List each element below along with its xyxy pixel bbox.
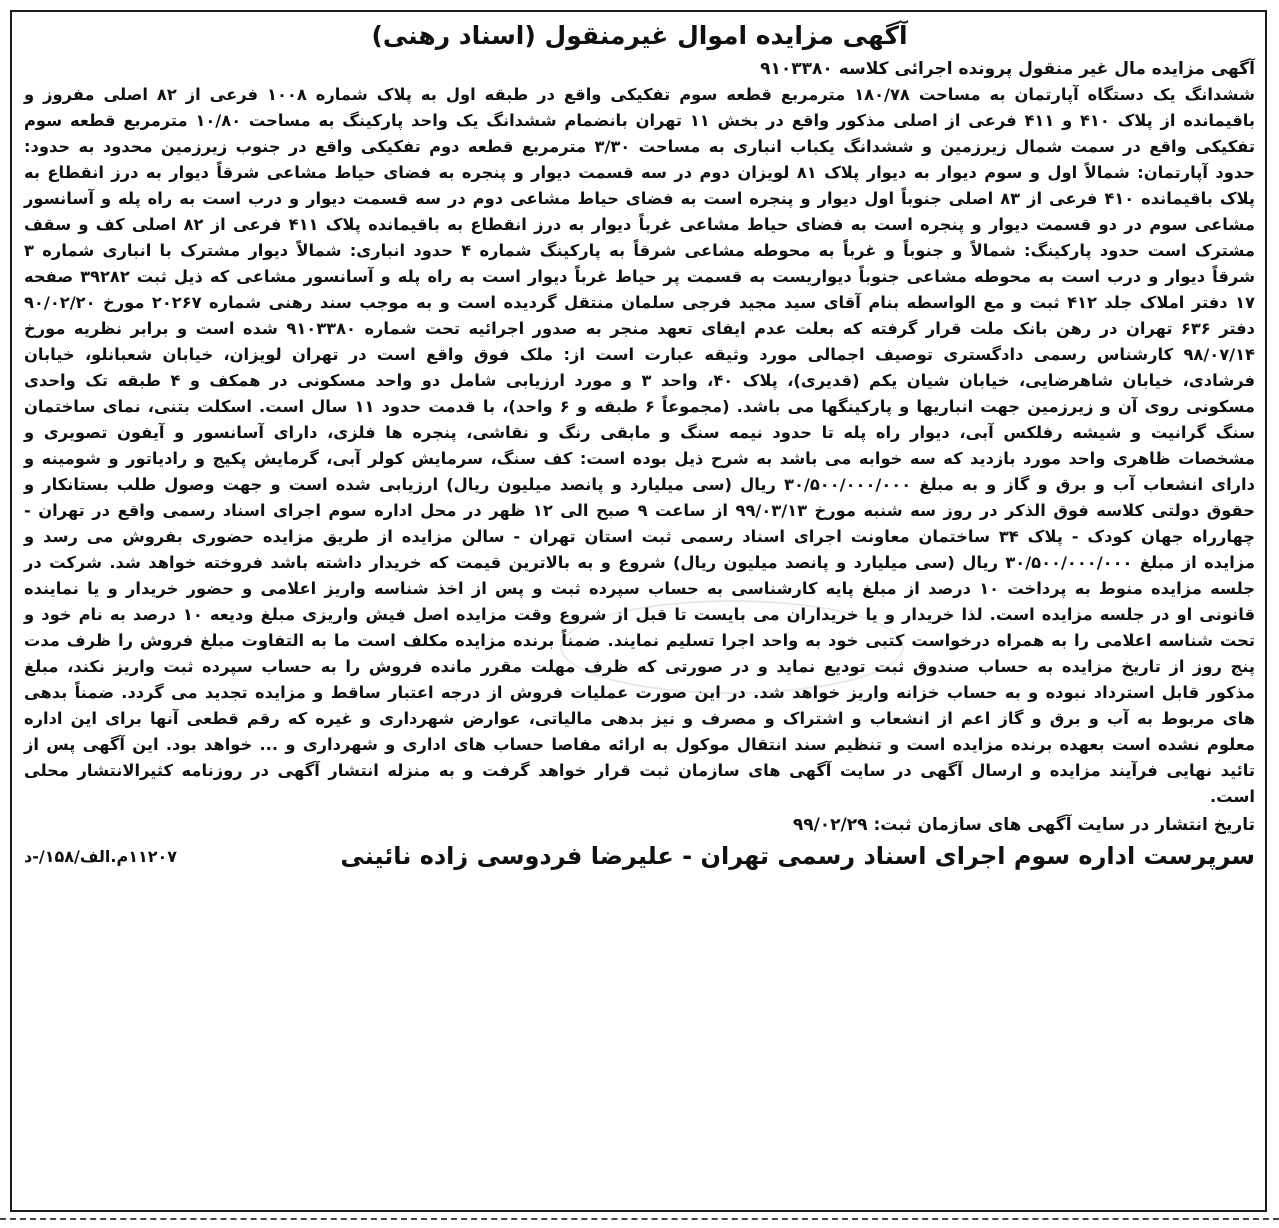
signature: سرپرست اداره سوم اجرای اسناد رسمی تهران - علیرضا فردوسی زاده نائینی <box>340 842 1255 870</box>
notice-footer <box>24 842 1255 870</box>
notice-content <box>24 18 1255 870</box>
notice-title: آگهی مزایده اموال غیرمنقول (اسناد رهنی) <box>371 21 908 50</box>
bottom-divider <box>0 1218 1279 1220</box>
notice-body: ششدانگ یک دستگاه آپارتمان به مساحت ۱۸۰/۷۸ مترمربع قطعه سوم تفکیکی واقع در طبقه اول به پلاک شماره ۱۰۰۸ فرعی از ۸۲ اصلی مفروز و باقیمانده از پلاک ۴۱۰ و ۴۱۱ فرعی از اصلی مذکور واقع در بخش ۱۱ تهران بانضمام ششدانگ یک واحد پارکینگ به مساحت ۱۰/۸۰ مترمربع قطعه سوم تفکیکی واقع در سمت شمال زیرزمین و ششدانگ یکباب انباری به مساحت ۳/۳۰ مترمربع قطعه دوم تفکیکی واقع در جنوب زیرزمین محدود به حدود: حدود آپارتمان: شمالاً اول و سوم دیوار به دیوار پلاک ۸۱ لویزان دوم در سه قسمت دیوار و پنجره به فضای حیاط مشاعی شرقاً دیوار به درز انقطاع به پلاک باقیمانده ۴۱۰ فرعی از ۸۳ اصلی جنوباً اول دیوار و پنجره است به فضای حیاط مشاعی دوم در سه قسمت دیوار و درب است به راه پله و آسانسور مشاعی سوم در دو قسمت دیوار و پنجره است به فضای حیاط مشاعی غرباً دیوار به درز انقطاع به باقیمانده پلاک ۴۱۱ فرعی از ۸۲ اصلی کف و سقف مشترک است حدود پارکینگ: شمالاً و جنوباً و غرباً به محوطه مشاعی شرقاً به پارکینگ شماره ۴ حدود انباری: شمالاً دیوار مشترک با انباری شماره ۳ شرقاً دیوار و درب است به محوطه مشاعی جنوباً دیواریست به قسمت پر حیاط غرباً دیوار است به راه پله و آسانسور مشاعی که ذیل ثبت ۳۹۲۸۲ صفحه ۱۷ دفتر املاک جلد ۴۱۲ ثبت و مع الواسطه بنام آقای سید مجید فرجی سلمان منتقل گردیده است و به موجب سند رهنی شماره ۲۰۲۶۷ مورخ ۹۰/۰۲/۲۰ دفتر ۶۳۶ تهران در رهن بانک ملت قرار گرفته که بعلت عدم ایفای تعهد منجر به صدور اجرائیه تحت شماره ۹۱۰۳۳۸۰ شده است و برابر نظریه مورخ ۹۸/۰۷/۱۴ کارشناس رسمی دادگستری توصیف اجمالی مورد وثیقه عبارت است از: ملک فوق واقع است در تهران لویزان، خیابان شعبانلو، خیابان فرشادی، خیابان شاهرضایی، خیابان شیان یکم (قدیری)، پلاک ۴۰، واحد ۳ و مورد ارزیابی شامل دو واحد مسکونی در همکف و ۴ طبقه تک واحدی مسکونی روی آن و زیرزمین جهت انباریها و پارکینگها می باشد. (مجموعاً ۶ طبقه و ۶ واحد)، با قدمت حدود ۱۱ سال است. اسکلت بتنی، نمای ساختمان سنگ گرانیت و شیشه رفلکس آبی، دیوار راه پله تا حدود نیمه سنگ و مابقی رنگ و نقاشی، پنجره ها فلزی، دارای آسانسور و آیفون تصویری و مشخصات ظاهری واحد مورد بازدید که سه خوابه می باشد به شرح ذیل بوده است: کف سنگ، سرمایش کولر آبی، گرمایش پکیج و رادیاتور و شومینه و دارای انشعاب آب و برق و گاز و به مبلغ ۳۰/۵۰۰/۰۰۰/۰۰۰ ریال (سی میلیارد و پانصد میلیون ریال) ارزیابی شده است و جهت وصول طلب بستانکار و حقوق دولتی کلاسه فوق الذکر در روز سه شنبه مورخ ۹۹/۰۳/۱۳ از ساعت ۹ صبح الی ۱۲ ظهر در محل اداره سوم اجرای اسناد رسمی واقع در تهران - چهارراه جهان کودک - پلاک ۳۴ ساختمان معاونت اجرای اسناد رسمی ثبت استان تهران - سالن مزایده از طریق مزایده حضوری بفروش می رسد و مزایده از مبلغ ۳۰/۵۰۰/۰۰۰/۰۰۰ ریال (سی میلیارد و پانصد میلیون ریال) شروع و به بالاترین قیمت که خریدار داشته باشد فروخته خواهد شد. شرکت در جلسه مزایده منوط به پرداخت ۱۰ درصد از مبلغ پایه کارشناسی به حساب سپرده ثبت و پس از اخذ شناسه واریز اعلامی و حضور خریدار و یا نماینده قانونی او در جلسه مزایده است. لذا خریدار و یا خریداران می بایست تا قبل از شروع وقت مزایده اصل فیش واریزی مبلغ ودیعه ۱۰ درصد به نام خود و تحت شناسه اعلامی را به همراه درخواست کتبی خود به واحد اجرا تسلیم نمایند. ضمناً برنده مزایده مکلف است ما به التفاوت مبلغ فروش را ظرف مدت پنج روز از تاریخ مزایده به حساب صندوق ثبت تودیع نماید و در صورتی که ظرف مهلت مقرر مانده فروش را به حساب سپرده ثبت واریز نکند، مبلغ مذکور قابل استرداد نبوده و به حساب خزانه واریز خواهد شد. در این صورت عملیات فروش از درجه اعتبار ساقط و مزایده تجدید می گردد. ضمناً بدهی های مربوط به آب و برق و گاز اعم از انشعاب و اشتراک و مصرف و نیز بدهی مالیاتی، عوارض شهرداری و غیره که رقم قطعی آنها برای این اداره معلوم نشده است بعهده برنده مزایده است و تنظیم سند انتقال موکول به ارائه مفاصا حساب های اداری و شهرداری و ... خواهد بود. این آگهی پس از تائید نهایی فرآیند مزایده و ارسال آگهی در سایت آگهی های سازمان ثبت قرار خواهد گرفت و به منزله انتشار آگهی در روزنامه کثیرالانتشار محلی است. <box>24 85 1256 806</box>
notice-code: ۱۱۲۰۷م.الف/۱۵۸/-د <box>24 846 178 866</box>
publish-date: تاریخ انتشار در سایت آگهی های سازمان ثبت: ۹۹/۰۲/۲۹ <box>792 815 1255 835</box>
notice-subtitle: آگهی مزایده مال غیر منقول پرونده اجرائی کلاسه ۹۱۰۳۳۸۰ <box>760 59 1255 79</box>
